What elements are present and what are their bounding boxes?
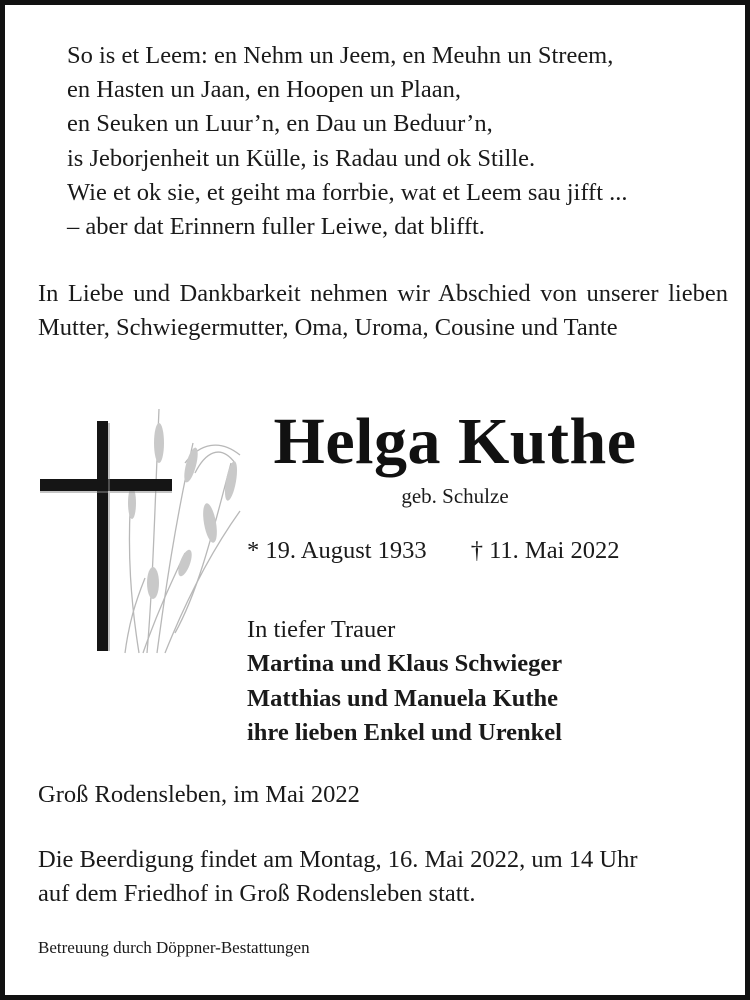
- poem-line: en Seuken un Luur’n, en Dau un Beduur’n,: [67, 110, 493, 138]
- cross-with-grass-icon: [35, 403, 245, 663]
- grass-decoration: [125, 409, 240, 653]
- poem-line: So is et Leem: en Nehm un Jeem, en Meuhn un Streem,: [67, 42, 614, 69]
- place-date: Groß Rodensleben, im Mai 2022: [38, 781, 360, 808]
- mourner-line: ihre lieben Enkel und Urenkel: [247, 718, 562, 746]
- poem-line: Wie et ok sie, et geiht ma forrbie, wat et Leem sau jifft ...: [67, 178, 628, 206]
- birth-name: geb. Schulze: [401, 484, 509, 508]
- poem-line: is Jeborjenheit un Külle, is Radau und ok Stille.: [67, 144, 536, 172]
- mourners-block: [247, 613, 562, 750]
- mourning-intro: In tiefer Trauer: [247, 616, 396, 643]
- grass-ears: [128, 423, 239, 599]
- poem-line: en Hasten un Jaan, en Hoopen un Plaan,: [67, 76, 461, 104]
- life-dates: [247, 534, 620, 568]
- funeral-line: auf dem Friedhof in Groß Rodensleben statt.: [38, 880, 476, 908]
- mourner-line: Matthias und Manuela Kuthe: [247, 684, 559, 712]
- poem-line: – aber dat Erinnern fuller Leiwe, dat blifft.: [67, 212, 485, 240]
- funeral-info: [38, 843, 637, 912]
- death-date: † 11. Mai 2022: [470, 537, 620, 564]
- deceased-name: Helga Kuthe: [273, 405, 637, 478]
- poem: [67, 39, 628, 244]
- funeral-line: Die Beerdigung findet am Montag, 16. Mai 2022, um 14 Uhr: [38, 846, 638, 873]
- cross: [40, 421, 172, 651]
- mourner-line: Martina und Klaus Schwieger: [247, 650, 563, 678]
- intro-text: In Liebe und Dankbarkeit nehmen wir Abschied von unserer lieben Mutter, Schwiegermutter, Oma, Uroma, Cousine und Tante: [38, 280, 728, 342]
- birth-date: * 19. August 1933: [247, 537, 427, 564]
- funeral-home-credit: Betreuung durch Döppner-Bestattungen: [38, 938, 310, 957]
